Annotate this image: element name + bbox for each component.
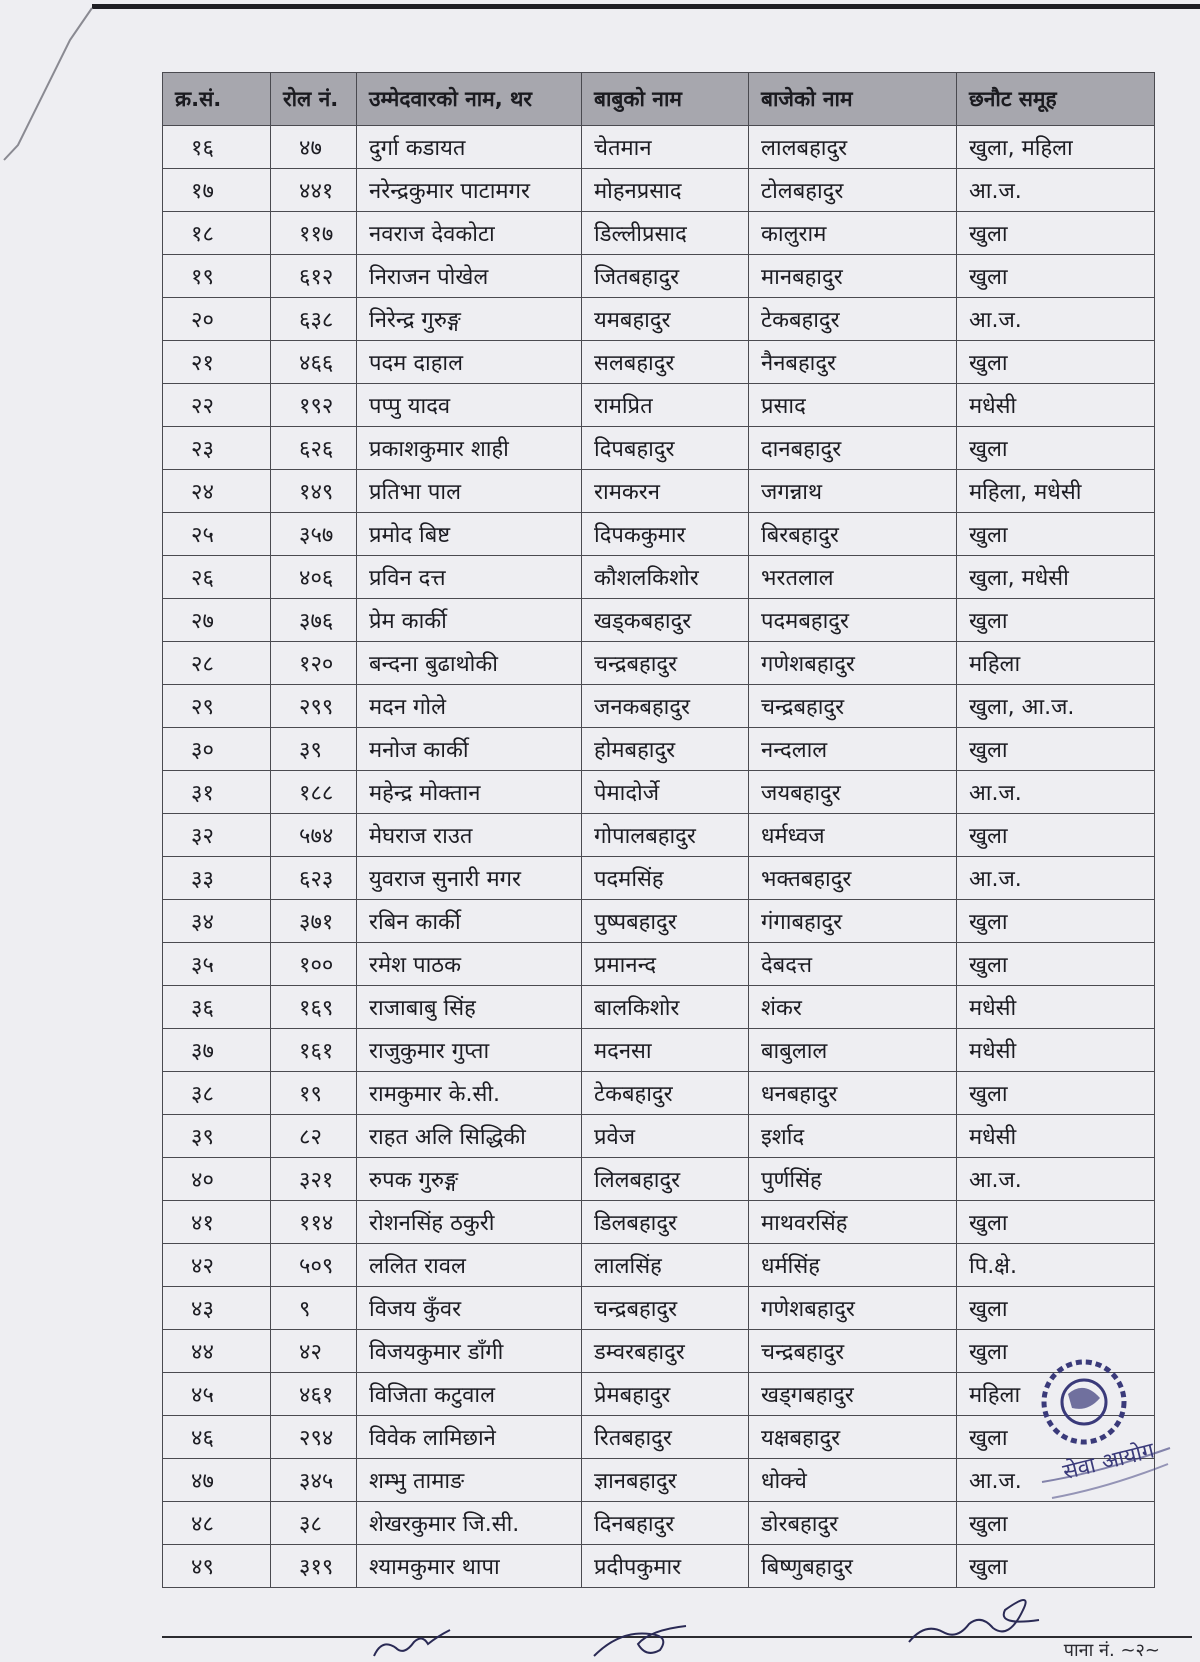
- header-father-name: बाबुको नाम: [582, 73, 749, 126]
- cell-selection-group: मधेसी: [957, 384, 1155, 427]
- cell-grandfather-name: जगन्नाथ: [749, 470, 957, 513]
- cell-roll-number: १२०: [271, 642, 357, 685]
- cell-grandfather-name: जयबहादुर: [749, 771, 957, 814]
- cell-selection-group: खुला: [957, 341, 1155, 384]
- signature-1: [370, 1600, 480, 1659]
- cell-selection-group: खुला, मधेसी: [957, 556, 1155, 599]
- cell-candidate-name: रोशनसिंह ठकुरी: [357, 1201, 582, 1244]
- cell-selection-group: खुला: [957, 1545, 1155, 1588]
- cell-candidate-name: महेन्द्र मोक्तान: [357, 771, 582, 814]
- table-row: [163, 1072, 1155, 1115]
- table-row: [163, 1287, 1155, 1330]
- cell-roll-number: ३१९: [271, 1545, 357, 1588]
- cell-father-name: ज्ञानबहादुर: [582, 1459, 749, 1502]
- table-row: [163, 1459, 1155, 1502]
- cell-father-name: प्रेमबहादुर: [582, 1373, 749, 1416]
- cell-roll-number: ६१२: [271, 255, 357, 298]
- table-row: [163, 685, 1155, 728]
- cell-roll-number: १९: [271, 1072, 357, 1115]
- cell-grandfather-name: धर्मध्वज: [749, 814, 957, 857]
- cell-serial-number: ३९: [163, 1115, 271, 1158]
- cell-candidate-name: शेखरकुमार जि.सी.: [357, 1502, 582, 1545]
- cell-selection-group: महिला: [957, 1373, 1155, 1416]
- cell-candidate-name: ललित रावल: [357, 1244, 582, 1287]
- cell-roll-number: ३५७: [271, 513, 357, 556]
- cell-candidate-name: विजयकुमार डाँगी: [357, 1330, 582, 1373]
- cell-roll-number: ६२६: [271, 427, 357, 470]
- cell-serial-number: २६: [163, 556, 271, 599]
- cell-candidate-name: पदम दाहाल: [357, 341, 582, 384]
- cell-roll-number: ४०६: [271, 556, 357, 599]
- cell-serial-number: ३४: [163, 900, 271, 943]
- cell-selection-group: आ.ज.: [957, 857, 1155, 900]
- cell-candidate-name: नवराज देवकोटा: [357, 212, 582, 255]
- cell-grandfather-name: गणेशबहादुर: [749, 1287, 957, 1330]
- cell-roll-number: ६२३: [271, 857, 357, 900]
- table-row: [163, 728, 1155, 771]
- cell-candidate-name: प्रतिभा पाल: [357, 470, 582, 513]
- cell-serial-number: ४९: [163, 1545, 271, 1588]
- cell-father-name: सलबहादुर: [582, 341, 749, 384]
- cell-grandfather-name: इर्शाद: [749, 1115, 957, 1158]
- cell-father-name: पुष्पबहादुर: [582, 900, 749, 943]
- cell-candidate-name: राजुकुमार गुप्ता: [357, 1029, 582, 1072]
- cell-serial-number: १८: [163, 212, 271, 255]
- cell-father-name: चेतमान: [582, 126, 749, 169]
- cell-candidate-name: मदन गोले: [357, 685, 582, 728]
- cell-father-name: लिलबहादुर: [582, 1158, 749, 1201]
- cell-roll-number: १९२: [271, 384, 357, 427]
- cell-serial-number: ४७: [163, 1459, 271, 1502]
- table-row: [163, 943, 1155, 986]
- cell-selection-group: मधेसी: [957, 1115, 1155, 1158]
- cell-grandfather-name: डोरबहादुर: [749, 1502, 957, 1545]
- cell-grandfather-name: मानबहादुर: [749, 255, 957, 298]
- table-row: [163, 1373, 1155, 1416]
- table-row: [163, 857, 1155, 900]
- cell-selection-group: खुला: [957, 1330, 1155, 1373]
- table-row: [163, 169, 1155, 212]
- table-header-row: [163, 73, 1155, 126]
- cell-selection-group: आ.ज.: [957, 298, 1155, 341]
- cell-selection-group: मधेसी: [957, 986, 1155, 1029]
- cell-selection-group: महिला, मधेसी: [957, 470, 1155, 513]
- cell-serial-number: १७: [163, 169, 271, 212]
- table-row: [163, 1115, 1155, 1158]
- candidate-table-container: [162, 72, 1154, 1588]
- cell-selection-group: मधेसी: [957, 1029, 1155, 1072]
- cell-roll-number: १००: [271, 943, 357, 986]
- cell-candidate-name: नरेन्द्रकुमार पाटामगर: [357, 169, 582, 212]
- cell-selection-group: खुला, आ.ज.: [957, 685, 1155, 728]
- cell-grandfather-name: बिरबहादुर: [749, 513, 957, 556]
- top-border-line: [92, 4, 1200, 9]
- cell-father-name: खड्कबहादुर: [582, 599, 749, 642]
- cell-father-name: दिनबहादुर: [582, 1502, 749, 1545]
- cell-grandfather-name: दानबहादुर: [749, 427, 957, 470]
- cell-selection-group: खुला: [957, 1287, 1155, 1330]
- cell-roll-number: ३७६: [271, 599, 357, 642]
- cell-father-name: गोपालबहादुर: [582, 814, 749, 857]
- table-row: [163, 986, 1155, 1029]
- cell-father-name: जनकबहादुर: [582, 685, 749, 728]
- cell-roll-number: ३४५: [271, 1459, 357, 1502]
- cell-serial-number: २९: [163, 685, 271, 728]
- cell-selection-group: खुला: [957, 1502, 1155, 1545]
- cell-roll-number: ९: [271, 1287, 357, 1330]
- cell-grandfather-name: पुर्णसिंह: [749, 1158, 957, 1201]
- cell-serial-number: ३२: [163, 814, 271, 857]
- table-row: [163, 900, 1155, 943]
- table-row: [163, 814, 1155, 857]
- cell-grandfather-name: चन्द्रबहादुर: [749, 1330, 957, 1373]
- cell-selection-group: महिला: [957, 642, 1155, 685]
- cell-father-name: चन्द्रबहादुर: [582, 642, 749, 685]
- table-row: [163, 255, 1155, 298]
- cell-father-name: चन्द्रबहादुर: [582, 1287, 749, 1330]
- cell-grandfather-name: देबदत्त: [749, 943, 957, 986]
- cell-roll-number: ४६६: [271, 341, 357, 384]
- cell-father-name: डिल्लीप्रसाद: [582, 212, 749, 255]
- cell-selection-group: खुला: [957, 814, 1155, 857]
- cell-candidate-name: रमेश पाठक: [357, 943, 582, 986]
- cell-serial-number: २५: [163, 513, 271, 556]
- cell-candidate-name: निराजन पोखेल: [357, 255, 582, 298]
- cell-grandfather-name: गणेशबहादुर: [749, 642, 957, 685]
- cell-candidate-name: विवेक लामिछाने: [357, 1416, 582, 1459]
- cell-serial-number: ३०: [163, 728, 271, 771]
- cell-grandfather-name: नैनबहादुर: [749, 341, 957, 384]
- cell-father-name: यमबहादुर: [582, 298, 749, 341]
- cell-grandfather-name: प्रसाद: [749, 384, 957, 427]
- table-row: [163, 470, 1155, 513]
- cell-father-name: पेमादोर्जे: [582, 771, 749, 814]
- cell-roll-number: १६१: [271, 1029, 357, 1072]
- cell-serial-number: ४२: [163, 1244, 271, 1287]
- cell-roll-number: १८८: [271, 771, 357, 814]
- cell-serial-number: ३७: [163, 1029, 271, 1072]
- cell-roll-number: ४७: [271, 126, 357, 169]
- table-row: [163, 771, 1155, 814]
- cell-candidate-name: युवराज सुनारी मगर: [357, 857, 582, 900]
- cell-grandfather-name: लालबहादुर: [749, 126, 957, 169]
- table-row: [163, 1158, 1155, 1201]
- cell-roll-number: ११४: [271, 1201, 357, 1244]
- cell-father-name: डिलबहादुर: [582, 1201, 749, 1244]
- cell-serial-number: ४०: [163, 1158, 271, 1201]
- cell-candidate-name: मनोज कार्की: [357, 728, 582, 771]
- cell-serial-number: १६: [163, 126, 271, 169]
- cell-selection-group: आ.ज.: [957, 1459, 1155, 1502]
- cell-grandfather-name: खड्गबहादुर: [749, 1373, 957, 1416]
- stamp-text: सेवा आयोग: [1060, 1438, 1157, 1486]
- cell-roll-number: ३२१: [271, 1158, 357, 1201]
- table-row: [163, 1029, 1155, 1072]
- cell-candidate-name: पप्पु यादव: [357, 384, 582, 427]
- cell-father-name: डम्वरबहादुर: [582, 1330, 749, 1373]
- cell-selection-group: आ.ज.: [957, 169, 1155, 212]
- cell-candidate-name: प्रमोद बिष्ट: [357, 513, 582, 556]
- cell-grandfather-name: गंगाबहादुर: [749, 900, 957, 943]
- cell-serial-number: २८: [163, 642, 271, 685]
- cell-serial-number: ४१: [163, 1201, 271, 1244]
- header-candidate-name: उम्मेदवारको नाम, थर: [357, 73, 582, 126]
- table-body: [163, 126, 1155, 1588]
- cell-grandfather-name: धनबहादुर: [749, 1072, 957, 1115]
- cell-roll-number: ६३८: [271, 298, 357, 341]
- cell-selection-group: खुला: [957, 513, 1155, 556]
- table-row: [163, 1502, 1155, 1545]
- cell-father-name: प्रवेज: [582, 1115, 749, 1158]
- cell-father-name: लालसिंह: [582, 1244, 749, 1287]
- cell-selection-group: खुला: [957, 728, 1155, 771]
- cell-roll-number: ३७१: [271, 900, 357, 943]
- cell-roll-number: ३८: [271, 1502, 357, 1545]
- cell-grandfather-name: नन्दलाल: [749, 728, 957, 771]
- cell-selection-group: पि.क्षे.: [957, 1244, 1155, 1287]
- cell-father-name: रितबहादुर: [582, 1416, 749, 1459]
- cell-selection-group: आ.ज.: [957, 1158, 1155, 1201]
- cell-father-name: प्रदीपकुमार: [582, 1545, 749, 1588]
- cell-serial-number: २२: [163, 384, 271, 427]
- cell-candidate-name: दुर्गा कडायत: [357, 126, 582, 169]
- signature-2: [590, 1600, 700, 1659]
- cell-selection-group: खुला: [957, 1072, 1155, 1115]
- cell-grandfather-name: यक्षबहादुर: [749, 1416, 957, 1459]
- paper-fold-mark: [0, 0, 120, 200]
- cell-roll-number: ३९: [271, 728, 357, 771]
- cell-roll-number: ११७: [271, 212, 357, 255]
- table-row: [163, 1330, 1155, 1373]
- cell-candidate-name: प्रकाशकुमार शाही: [357, 427, 582, 470]
- cell-roll-number: ४२: [271, 1330, 357, 1373]
- cell-grandfather-name: पदमबहादुर: [749, 599, 957, 642]
- cell-selection-group: खुला: [957, 255, 1155, 298]
- cell-candidate-name: रामकुमार के.सी.: [357, 1072, 582, 1115]
- cell-father-name: रामकरन: [582, 470, 749, 513]
- cell-grandfather-name: शंकर: [749, 986, 957, 1029]
- cell-serial-number: ३६: [163, 986, 271, 1029]
- cell-grandfather-name: टोलबहादुर: [749, 169, 957, 212]
- cell-serial-number: १९: [163, 255, 271, 298]
- cell-grandfather-name: चन्द्रबहादुर: [749, 685, 957, 728]
- cell-roll-number: ४४१: [271, 169, 357, 212]
- cell-candidate-name: प्रविन दत्त: [357, 556, 582, 599]
- cell-candidate-name: बन्दना बुढाथोकी: [357, 642, 582, 685]
- cell-selection-group: खुला: [957, 1416, 1155, 1459]
- cell-serial-number: २१: [163, 341, 271, 384]
- cell-selection-group: आ.ज.: [957, 771, 1155, 814]
- table-row: [163, 1201, 1155, 1244]
- cell-selection-group: खुला: [957, 212, 1155, 255]
- table-row: [163, 427, 1155, 470]
- cell-serial-number: ४५: [163, 1373, 271, 1416]
- cell-grandfather-name: भक्तबहादुर: [749, 857, 957, 900]
- cell-father-name: दिपककुमार: [582, 513, 749, 556]
- cell-candidate-name: राहत अलि सिद्धिकी: [357, 1115, 582, 1158]
- cell-candidate-name: रबिन कार्की: [357, 900, 582, 943]
- cell-candidate-name: विजिता कटुवाल: [357, 1373, 582, 1416]
- cell-serial-number: ४३: [163, 1287, 271, 1330]
- cell-candidate-name: राजाबाबु सिंह: [357, 986, 582, 1029]
- signature-3: [905, 1580, 1045, 1650]
- table-row: [163, 126, 1155, 169]
- cell-serial-number: ४६: [163, 1416, 271, 1459]
- table-row: [163, 298, 1155, 341]
- cell-serial-number: २४: [163, 470, 271, 513]
- cell-candidate-name: निरेन्द्र गुरुङ्ग: [357, 298, 582, 341]
- cell-father-name: प्रमानन्द: [582, 943, 749, 986]
- cell-serial-number: ३१: [163, 771, 271, 814]
- cell-grandfather-name: कालुराम: [749, 212, 957, 255]
- cell-candidate-name: प्रेम कार्की: [357, 599, 582, 642]
- cell-roll-number: १४९: [271, 470, 357, 513]
- cell-father-name: मदनसा: [582, 1029, 749, 1072]
- cell-candidate-name: विजय कुँवर: [357, 1287, 582, 1330]
- cell-selection-group: खुला: [957, 599, 1155, 642]
- cell-candidate-name: श्यामकुमार थापा: [357, 1545, 582, 1588]
- cell-candidate-name: शम्भु तामाङ: [357, 1459, 582, 1502]
- table-row: [163, 599, 1155, 642]
- header-selection-group: छनौट समूह: [957, 73, 1155, 126]
- table-row: [163, 1416, 1155, 1459]
- table-row: [163, 1244, 1155, 1287]
- cell-grandfather-name: धोक्चे: [749, 1459, 957, 1502]
- cell-grandfather-name: माथवरसिंह: [749, 1201, 957, 1244]
- cell-selection-group: खुला, महिला: [957, 126, 1155, 169]
- page-number: पाना नं. ~२~: [1063, 1640, 1160, 1661]
- cell-roll-number: २९४: [271, 1416, 357, 1459]
- cell-father-name: पदमसिंह: [582, 857, 749, 900]
- cell-grandfather-name: भरतलाल: [749, 556, 957, 599]
- cell-roll-number: ५७४: [271, 814, 357, 857]
- cell-father-name: होमबहादुर: [582, 728, 749, 771]
- cell-father-name: दिपबहादुर: [582, 427, 749, 470]
- cell-selection-group: खुला: [957, 943, 1155, 986]
- cell-candidate-name: रुपक गुरुङ्ग: [357, 1158, 582, 1201]
- cell-father-name: बालकिशोर: [582, 986, 749, 1029]
- table-row: [163, 513, 1155, 556]
- candidate-table: [162, 72, 1155, 1588]
- cell-roll-number: ४६१: [271, 1373, 357, 1416]
- cell-selection-group: खुला: [957, 900, 1155, 943]
- cell-serial-number: ३३: [163, 857, 271, 900]
- header-grandfather-name: बाजेको नाम: [749, 73, 957, 126]
- table-row: [163, 642, 1155, 685]
- cell-serial-number: २३: [163, 427, 271, 470]
- cell-roll-number: ५०९: [271, 1244, 357, 1287]
- cell-selection-group: खुला: [957, 1201, 1155, 1244]
- header-serial-number: क्र.सं.: [163, 73, 271, 126]
- cell-father-name: टेकबहादुर: [582, 1072, 749, 1115]
- cell-serial-number: ४८: [163, 1502, 271, 1545]
- cell-serial-number: ४४: [163, 1330, 271, 1373]
- cell-serial-number: ३८: [163, 1072, 271, 1115]
- table-row: [163, 341, 1155, 384]
- cell-roll-number: २९९: [271, 685, 357, 728]
- cell-serial-number: ३५: [163, 943, 271, 986]
- cell-grandfather-name: टेकबहादुर: [749, 298, 957, 341]
- cell-father-name: जितबहादुर: [582, 255, 749, 298]
- table-row: [163, 212, 1155, 255]
- cell-serial-number: २७: [163, 599, 271, 642]
- cell-roll-number: १६९: [271, 986, 357, 1029]
- table-row: [163, 384, 1155, 427]
- cell-serial-number: २०: [163, 298, 271, 341]
- cell-grandfather-name: बिष्णुबहादुर: [749, 1545, 957, 1588]
- cell-grandfather-name: धर्मसिंह: [749, 1244, 957, 1287]
- header-roll-number: रोल नं.: [271, 73, 357, 126]
- cell-selection-group: खुला: [957, 427, 1155, 470]
- table-row: [163, 556, 1155, 599]
- cell-father-name: कौशलकिशोर: [582, 556, 749, 599]
- cell-father-name: रामप्रित: [582, 384, 749, 427]
- cell-candidate-name: मेघराज राउत: [357, 814, 582, 857]
- cell-roll-number: ८२: [271, 1115, 357, 1158]
- cell-father-name: मोहनप्रसाद: [582, 169, 749, 212]
- cell-grandfather-name: बाबुलाल: [749, 1029, 957, 1072]
